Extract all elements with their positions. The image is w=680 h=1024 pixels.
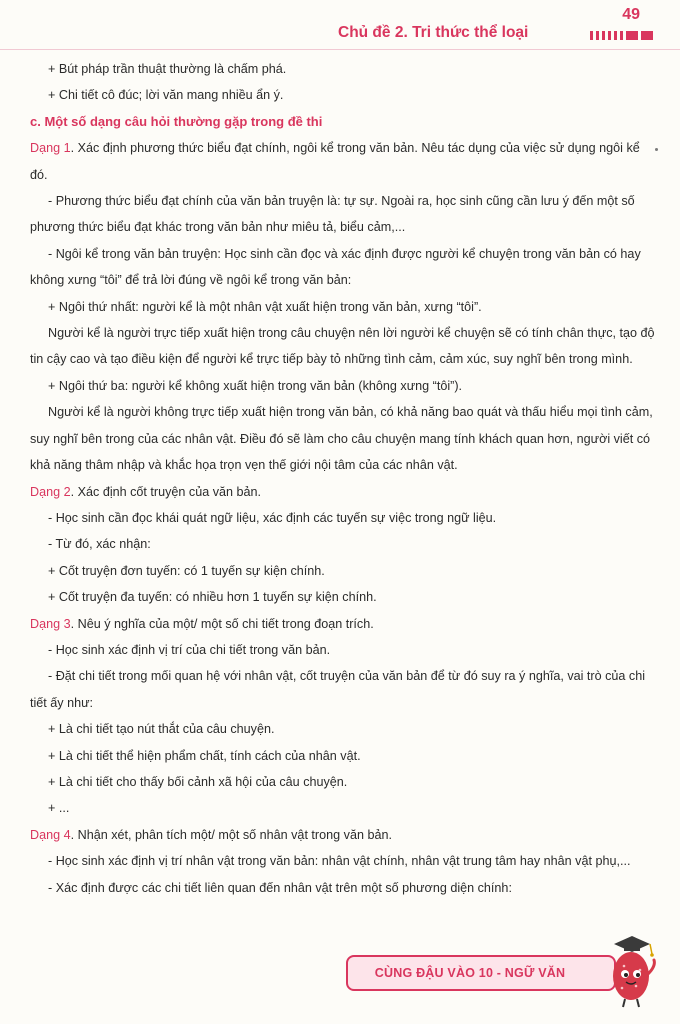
page-header — [0, 0, 680, 50]
footer-label: CÙNG ĐẬU VÀO 10 - NGỮ VĂN — [374, 966, 566, 980]
question-type-label: Dạng 4 — [30, 827, 71, 842]
decorative-dash-bar — [590, 31, 653, 40]
paragraph: - Học sinh cần đọc khái quát ngữ liệu, xác định các tuyến sự việc trong ngữ liệu. — [48, 510, 497, 525]
paragraph: + Là chi tiết tạo nút thắt của câu chuyện. — [48, 722, 275, 737]
page-body — [30, 56, 660, 901]
paragraph: Người kể là người không trực tiếp xuất hiện trong văn bản, có khả năng bao quát và thấu hiểu mọi tình cảm, suy nghĩ bên trong của các nhân vật. Điều đó sẽ làm cho câu chuyện mang tính khách quan hơn, người viết có khả năng thâm nhập và khắc họa trọn vẹn thế giới nội tâm của các nhân vật. — [30, 405, 653, 473]
question-type-label: Dạng 2 — [30, 484, 71, 499]
question-type-text: . Xác định phương thức biểu đạt chính, ngôi kể trong văn bản. Nêu tác dụng của việc sử dụng ngôi kể đó. — [30, 141, 640, 182]
paragraph: + Cốt truyện đa tuyến: có nhiều hơn 1 tuyến sự kiện chính. — [48, 590, 377, 605]
page-number: 49 — [622, 6, 640, 23]
text-line: + Bút pháp trần thuật thường là chấm phá. — [48, 62, 287, 76]
question-type-4 — [30, 822, 660, 848]
paragraph: Người kể là người trực tiếp xuất hiện trong câu chuyện nên lời người kể chuyện sẽ có tính chân thực, tạo độ tin cậy cao và tạo điều kiện để người kể trực tiếp bày tỏ những tình cảm, cảm xúc, suy nghĩ bên trong mình. — [30, 326, 655, 367]
question-type-label: Dạng 3 — [30, 616, 71, 631]
paragraph: - Từ đó, xác nhận: — [48, 537, 151, 552]
paragraph: - Ngôi kể trong văn bản truyện: Học sinh cần đọc và xác định được người kể chuyện trong văn bản có hay không xưng “tôi” để trả lời đúng về ngôi kể trong văn bản: — [30, 246, 641, 288]
question-type-2 — [30, 479, 660, 505]
paragraph: - Đặt chi tiết trong mối quan hệ với nhân vật, cốt truyện của văn bản để từ đó suy ra ý nghĩa, vai trò của chi tiết ấy như: — [30, 669, 646, 710]
paragraph: + Là chi tiết cho thấy bối cảnh xã hội của câu chuyện. — [48, 774, 348, 789]
paragraph: + Cốt truyện đơn tuyến: có 1 tuyến sự kiện chính. — [48, 563, 325, 578]
header-divider — [0, 49, 680, 50]
footer-banner — [346, 955, 616, 991]
paragraph: + Ngôi thứ ba: người kể không xuất hiện trong văn bản (không xưng “tôi”). — [48, 378, 463, 393]
question-type-label: Dạng 1 — [30, 141, 71, 156]
section-heading: c. Một số dạng câu hỏi thường gặp trong đề thi — [30, 113, 323, 129]
question-type-text: . Xác định cốt truyện của văn bản. — [70, 484, 262, 499]
paragraph: - Phương thức biểu đạt chính của văn bản truyện là: tự sự. Ngoài ra, học sinh cũng cần lưu ý đến một số phương thức biểu đạt khác trong văn bản như miêu tả, biểu cảm,... — [30, 194, 635, 235]
paragraph: + ... — [48, 801, 70, 816]
text-line: + Chi tiết cô đúc; lời văn mang nhiều ẩn ý. — [48, 88, 284, 103]
question-type-1 — [30, 135, 660, 188]
chapter-title: Chủ đề 2. Tri thức thể loại — [338, 24, 529, 41]
question-type-text: . Nêu ý nghĩa của một/ một số chi tiết trong đoạn trích. — [70, 616, 374, 631]
paragraph: - Học sinh xác định vị trí của chi tiết trong văn bản. — [48, 642, 331, 657]
question-type-text: . Nhận xét, phân tích một/ một số nhân vật trong văn bản. — [70, 827, 392, 842]
mascot-graduate-icon — [600, 930, 660, 1010]
question-type-3 — [30, 611, 660, 637]
paragraph: - Học sinh xác định vị trí nhân vật trong văn bản: nhân vật chính, nhân vật trung tâm hay nhân vật phụ,... — [48, 854, 631, 869]
paragraph: + Ngôi thứ nhất: người kể là một nhân vật xuất hiện trong văn bản, xưng “tôi”. — [48, 299, 482, 314]
paragraph: + Là chi tiết thể hiện phẩm chất, tính cách của nhân vật. — [48, 748, 361, 763]
paragraph: - Xác định được các chi tiết liên quan đến nhân vật trên một số phương diện chính: — [48, 880, 512, 895]
